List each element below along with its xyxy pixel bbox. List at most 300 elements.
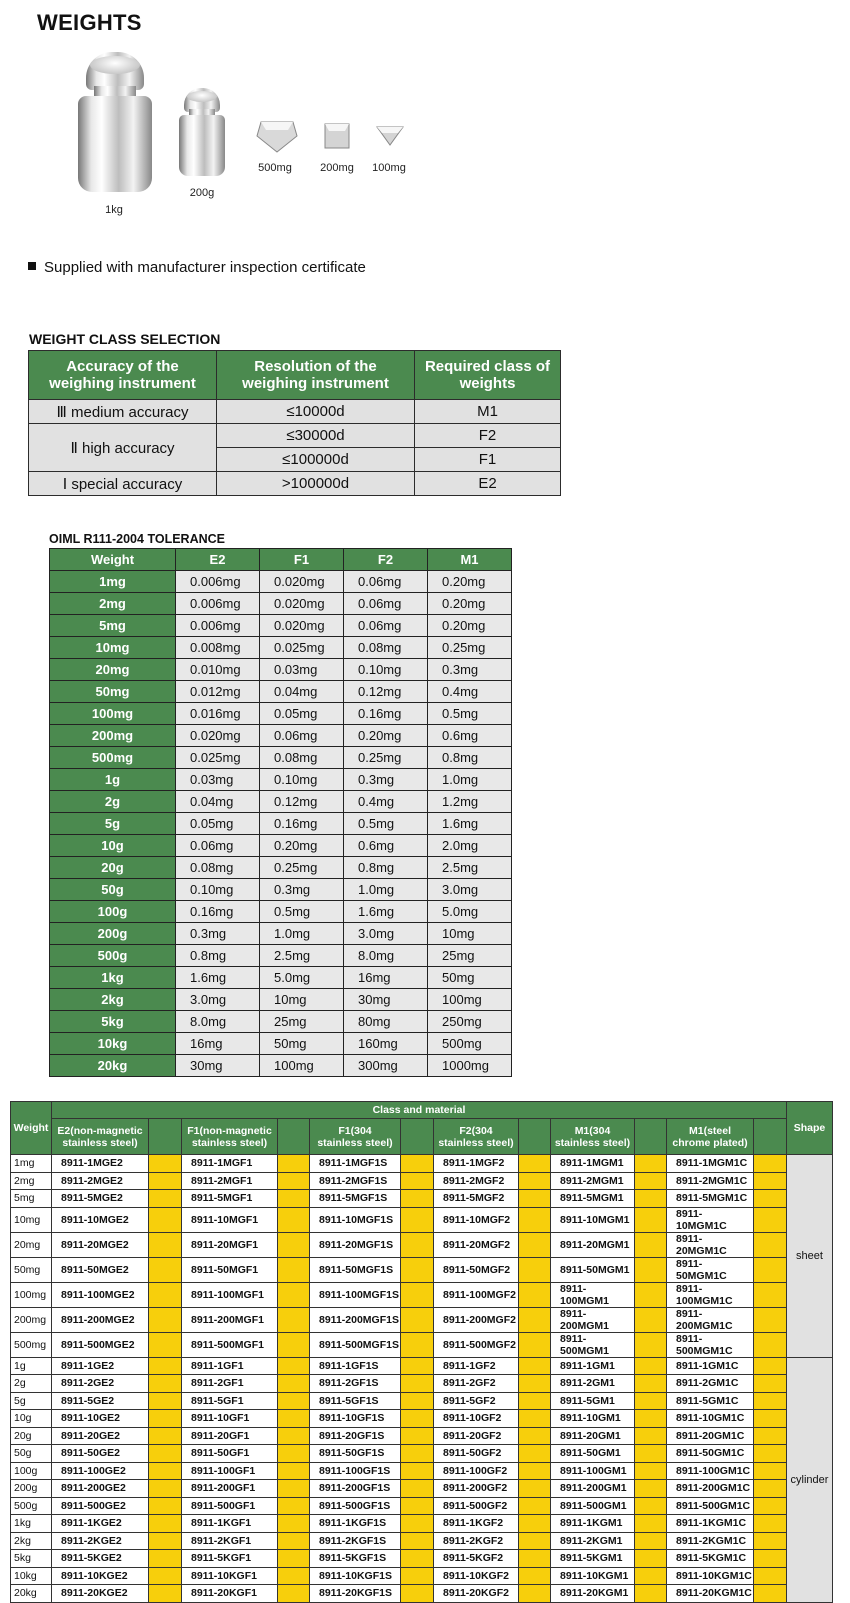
highlight-cell (754, 1190, 787, 1208)
highlight-cell (401, 1550, 434, 1568)
blank-header (149, 1119, 182, 1155)
weight-cell: 5mg (50, 615, 176, 637)
product-code-cell: 8911-200MGF1S (310, 1307, 401, 1332)
product-code-cell: 8911-20KGM1C (667, 1585, 754, 1603)
product-code-cell: 8911-500MGM1C (667, 1332, 754, 1357)
product-code-cell: 8911-5KGE2 (52, 1550, 149, 1568)
weight-cell: 2kg (11, 1532, 52, 1550)
weight-label: 500mg (258, 162, 292, 174)
highlight-cell (149, 1445, 182, 1463)
table-row (11, 1375, 833, 1393)
highlight-cell (754, 1585, 787, 1603)
product-code-cell: 8911-2KGF1S (310, 1532, 401, 1550)
accuracy-cell: Ⅱ high accuracy (29, 424, 217, 472)
product-code-cell: 8911-10KGF1 (182, 1567, 278, 1585)
highlight-cell (519, 1375, 551, 1393)
class-cell: F1 (415, 448, 561, 472)
highlight-cell (754, 1550, 787, 1568)
weight-cell: 1kg (50, 967, 176, 989)
product-code-cell: 8911-20GE2 (52, 1427, 149, 1445)
highlight-cell (278, 1567, 310, 1585)
highlight-cell (754, 1155, 787, 1173)
highlight-cell (278, 1480, 310, 1498)
highlight-cell (401, 1497, 434, 1515)
resolution-cell: ≤100000d (217, 448, 415, 472)
highlight-cell (401, 1515, 434, 1533)
highlight-cell (635, 1427, 667, 1445)
weight-1kg-image (78, 52, 152, 192)
table-row (11, 1257, 833, 1282)
highlight-cell (149, 1515, 182, 1533)
highlight-cell (401, 1155, 434, 1173)
product-code-cell: 8911-2MGF2 (434, 1172, 519, 1190)
tolerance-cell: 30mg (176, 1055, 260, 1077)
highlight-cell (635, 1532, 667, 1550)
bullet-square-icon (28, 262, 36, 270)
weight-cell: 5g (11, 1392, 52, 1410)
tolerance-cell: 0.5mg (344, 813, 428, 835)
column-header: Resolution of the weighing instrument (217, 351, 415, 400)
product-code-cell: 8911-200MGM1 (551, 1307, 635, 1332)
highlight-cell (754, 1375, 787, 1393)
column-header: Required class of weights (415, 351, 561, 400)
tolerance-cell: 0.16mg (176, 901, 260, 923)
catalog-table (10, 1101, 833, 1603)
highlight-cell (278, 1155, 310, 1173)
class-header-line: stainless steel) (438, 1136, 514, 1149)
weight-cell: 2kg (50, 989, 176, 1011)
highlight-cell (149, 1232, 182, 1257)
table-row (50, 923, 512, 945)
class-selection-table (28, 350, 561, 496)
highlight-cell (519, 1332, 551, 1357)
certificate-note: Supplied with manufacturer inspection certificate (28, 259, 366, 276)
tolerance-cell: 0.020mg (260, 593, 344, 615)
table-row (11, 1550, 833, 1568)
highlight-cell (278, 1357, 310, 1375)
class-header-line: F1(304 (338, 1124, 372, 1137)
tolerance-cell: 0.08mg (344, 637, 428, 659)
product-code-cell: 8911-20GM1 (551, 1427, 635, 1445)
tolerance-cell: 0.6mg (344, 835, 428, 857)
column-header: Weight (50, 549, 176, 571)
highlight-cell (519, 1532, 551, 1550)
column-header: Accuracy of the weighing instrument (29, 351, 217, 400)
tolerance-cell: 3.0mg (176, 989, 260, 1011)
table-row (29, 424, 561, 448)
class-header (52, 1119, 149, 1155)
tolerance-cell: 0.05mg (176, 813, 260, 835)
highlight-cell (401, 1462, 434, 1480)
tolerance-cell: 50mg (260, 1033, 344, 1055)
weight-cell: 50g (50, 879, 176, 901)
class-header-line: M1(304 (574, 1124, 611, 1137)
product-code-cell: 8911-10MGF1S (310, 1207, 401, 1232)
product-code-cell: 8911-10KGF2 (434, 1567, 519, 1585)
product-code-cell: 8911-1KGM1C (667, 1515, 754, 1533)
product-code-cell: 8911-2GE2 (52, 1375, 149, 1393)
table-row (11, 1332, 833, 1357)
product-code-cell: 8911-20GM1C (667, 1427, 754, 1445)
product-code-cell: 8911-500MGF2 (434, 1332, 519, 1357)
class-material-header: Class and material (52, 1102, 787, 1119)
product-code-cell: 8911-20GF2 (434, 1427, 519, 1445)
product-code-cell: 8911-500MGE2 (52, 1332, 149, 1357)
table-row (11, 1307, 833, 1332)
product-code-cell: 8911-10MGE2 (52, 1207, 149, 1232)
product-code-cell: 8911-20MGE2 (52, 1232, 149, 1257)
highlight-cell (401, 1480, 434, 1498)
highlight-cell (754, 1480, 787, 1498)
table-row (11, 1585, 833, 1603)
tolerance-cell: 0.25mg (260, 857, 344, 879)
class-header (434, 1119, 519, 1155)
class-header (667, 1119, 754, 1155)
highlight-cell (149, 1172, 182, 1190)
product-code-cell: 8911-50GE2 (52, 1445, 149, 1463)
highlight-cell (635, 1257, 667, 1282)
table-row (50, 857, 512, 879)
highlight-cell (149, 1190, 182, 1208)
highlight-cell (754, 1515, 787, 1533)
weight-cell: 20g (11, 1427, 52, 1445)
product-code-cell: 8911-10MGM1 (551, 1207, 635, 1232)
product-code-cell: 8911-200GM1 (551, 1480, 635, 1498)
tolerance-cell: 0.020mg (260, 615, 344, 637)
tolerance-cell: 0.025mg (260, 637, 344, 659)
product-code-cell: 8911-2GF1S (310, 1375, 401, 1393)
weight-cell: 200g (11, 1480, 52, 1498)
product-code-cell: 8911-50GF2 (434, 1445, 519, 1463)
highlight-cell (635, 1357, 667, 1375)
highlight-cell (519, 1515, 551, 1533)
highlight-cell (149, 1307, 182, 1332)
highlight-cell (149, 1462, 182, 1480)
product-code-cell: 8911-10GM1 (551, 1410, 635, 1428)
highlight-cell (149, 1585, 182, 1603)
product-code-cell: 8911-2KGF2 (434, 1532, 519, 1550)
weight-cell: 10mg (11, 1207, 52, 1232)
highlight-cell (401, 1207, 434, 1232)
highlight-cell (278, 1257, 310, 1282)
tolerance-cell: 0.06mg (344, 593, 428, 615)
product-code-cell: 8911-1GF2 (434, 1357, 519, 1375)
highlight-cell (278, 1550, 310, 1568)
tolerance-cell: 1.6mg (176, 967, 260, 989)
weight-200g-image (179, 88, 225, 176)
blank-header (401, 1119, 434, 1155)
shape-column-header: Shape (787, 1102, 833, 1155)
highlight-cell (278, 1497, 310, 1515)
weight-cell: 100mg (50, 703, 176, 725)
tolerance-cell: 0.006mg (176, 593, 260, 615)
highlight-cell (754, 1532, 787, 1550)
product-code-cell: 8911-500GF1 (182, 1497, 278, 1515)
weight-cell: 2g (11, 1375, 52, 1393)
product-code-cell: 8911-200GM1C (667, 1480, 754, 1498)
product-code-cell: 8911-50MGF1S (310, 1257, 401, 1282)
product-code-cell: 8911-500GF1S (310, 1497, 401, 1515)
blank-header (519, 1119, 551, 1155)
product-code-cell: 8911-5MGF2 (434, 1190, 519, 1208)
highlight-cell (278, 1190, 310, 1208)
product-code-cell: 8911-5GF1S (310, 1392, 401, 1410)
tolerance-cell: 0.12mg (344, 681, 428, 703)
tolerance-cell: 8.0mg (344, 945, 428, 967)
highlight-cell (754, 1207, 787, 1232)
table-row (11, 1532, 833, 1550)
table-row (11, 1410, 833, 1428)
product-code-cell: 8911-10GF2 (434, 1410, 519, 1428)
highlight-cell (635, 1190, 667, 1208)
table-row (11, 1427, 833, 1445)
product-code-cell: 8911-20MGM1C (667, 1232, 754, 1257)
tolerance-cell: 0.3mg (260, 879, 344, 901)
class-header-line: stainless steel) (317, 1136, 393, 1149)
product-code-cell: 8911-10MGF1 (182, 1207, 278, 1232)
resolution-cell: >100000d (217, 472, 415, 496)
product-code-cell: 8911-10MGF2 (434, 1207, 519, 1232)
highlight-cell (519, 1497, 551, 1515)
weight-cell: 5g (50, 813, 176, 835)
highlight-cell (149, 1532, 182, 1550)
highlight-cell (754, 1357, 787, 1375)
product-code-cell: 8911-200MGF2 (434, 1307, 519, 1332)
product-code-cell: 8911-10KGE2 (52, 1567, 149, 1585)
highlight-cell (519, 1232, 551, 1257)
highlight-cell (754, 1427, 787, 1445)
highlight-cell (149, 1410, 182, 1428)
highlight-cell (149, 1257, 182, 1282)
highlight-cell (635, 1207, 667, 1232)
weight-cell: 100mg (11, 1282, 52, 1307)
highlight-cell (149, 1332, 182, 1357)
highlight-cell (401, 1410, 434, 1428)
weight-cell: 1mg (50, 571, 176, 593)
product-code-cell: 8911-200GF1 (182, 1480, 278, 1498)
product-code-cell: 8911-2MGM1 (551, 1172, 635, 1190)
product-code-cell: 8911-20MGM1 (551, 1232, 635, 1257)
product-code-cell: 8911-200MGF1 (182, 1307, 278, 1332)
class-header (182, 1119, 278, 1155)
highlight-cell (635, 1445, 667, 1463)
product-code-cell: 8911-5KGF1 (182, 1550, 278, 1568)
weight-cell: 50mg (11, 1257, 52, 1282)
product-code-cell: 8911-10KGF1S (310, 1567, 401, 1585)
class-cell: E2 (415, 472, 561, 496)
highlight-cell (635, 1410, 667, 1428)
product-code-cell: 8911-5GM1C (667, 1392, 754, 1410)
product-code-cell: 8911-50MGF2 (434, 1257, 519, 1282)
product-code-cell: 8911-5MGM1 (551, 1190, 635, 1208)
highlight-cell (401, 1532, 434, 1550)
table-row (11, 1515, 833, 1533)
weight-cell: 10mg (50, 637, 176, 659)
tolerance-cell: 1.0mg (260, 923, 344, 945)
product-code-cell: 8911-1GF1S (310, 1357, 401, 1375)
tolerance-cell: 1.6mg (428, 813, 512, 835)
table-row (50, 769, 512, 791)
tolerance-cell: 300mg (344, 1055, 428, 1077)
tolerance-cell: 16mg (344, 967, 428, 989)
product-code-cell: 8911-20GF1 (182, 1427, 278, 1445)
tolerance-cell: 25mg (428, 945, 512, 967)
highlight-cell (278, 1172, 310, 1190)
weight-cell: 5kg (50, 1011, 176, 1033)
table-row (50, 901, 512, 923)
tolerance-cell: 0.5mg (260, 901, 344, 923)
product-code-cell: 8911-50GM1C (667, 1445, 754, 1463)
column-header: F1 (260, 549, 344, 571)
highlight-cell (635, 1282, 667, 1307)
weight-cell: 2g (50, 791, 176, 813)
product-code-cell: 8911-100GM1 (551, 1462, 635, 1480)
weight-cell: 2mg (50, 593, 176, 615)
table-row (50, 989, 512, 1011)
tolerance-cell: 0.20mg (260, 835, 344, 857)
product-code-cell: 8911-2MGE2 (52, 1172, 149, 1190)
tolerance-cell: 25mg (260, 1011, 344, 1033)
table-row (50, 813, 512, 835)
weight-cell: 20kg (11, 1585, 52, 1603)
product-code-cell: 8911-10KGM1C (667, 1567, 754, 1585)
highlight-cell (635, 1232, 667, 1257)
tolerance-cell: 0.08mg (176, 857, 260, 879)
highlight-cell (401, 1190, 434, 1208)
class-cell: M1 (415, 400, 561, 424)
product-code-cell: 8911-2GM1C (667, 1375, 754, 1393)
table-row (11, 1172, 833, 1190)
highlight-cell (278, 1375, 310, 1393)
highlight-cell (149, 1207, 182, 1232)
highlight-cell (278, 1515, 310, 1533)
class-header-line: M1(steel (688, 1124, 731, 1137)
class-selection-heading: WEIGHT CLASS SELECTION (29, 331, 221, 347)
table-row (50, 593, 512, 615)
product-code-cell: 8911-100GF2 (434, 1462, 519, 1480)
product-code-cell: 8911-1MGF1S (310, 1155, 401, 1173)
weight-cell: 10kg (50, 1033, 176, 1055)
tolerance-cell: 0.012mg (176, 681, 260, 703)
highlight-cell (519, 1445, 551, 1463)
product-code-cell: 8911-500MGF1 (182, 1332, 278, 1357)
product-code-cell: 8911-5MGF1 (182, 1190, 278, 1208)
tolerance-cell: 0.020mg (176, 725, 260, 747)
table-row (50, 747, 512, 769)
product-code-cell: 8911-100GF1 (182, 1462, 278, 1480)
table-row (50, 703, 512, 725)
tolerance-cell: 0.06mg (344, 615, 428, 637)
tolerance-cell: 0.008mg (176, 637, 260, 659)
product-code-cell: 8911-1KGE2 (52, 1515, 149, 1533)
highlight-cell (754, 1307, 787, 1332)
tolerance-cell: 0.4mg (344, 791, 428, 813)
highlight-cell (635, 1585, 667, 1603)
product-code-cell: 8911-20MGF2 (434, 1232, 519, 1257)
product-code-cell: 8911-20GF1S (310, 1427, 401, 1445)
tolerance-cell: 0.04mg (260, 681, 344, 703)
product-code-cell: 8911-50MGF1 (182, 1257, 278, 1282)
highlight-cell (278, 1332, 310, 1357)
tolerance-cell: 0.10mg (260, 769, 344, 791)
highlight-cell (754, 1282, 787, 1307)
highlight-cell (401, 1232, 434, 1257)
class-cell: F2 (415, 424, 561, 448)
highlight-cell (401, 1307, 434, 1332)
column-header: E2 (176, 549, 260, 571)
product-code-cell: 8911-2KGM1C (667, 1532, 754, 1550)
highlight-cell (754, 1172, 787, 1190)
product-code-cell: 8911-500GM1C (667, 1497, 754, 1515)
resolution-cell: ≤10000d (217, 400, 415, 424)
highlight-cell (278, 1427, 310, 1445)
tolerance-cell: 1.0mg (428, 769, 512, 791)
table-row (50, 1055, 512, 1077)
tolerance-table (49, 548, 512, 1077)
product-code-cell: 8911-10GF1 (182, 1410, 278, 1428)
table-row (50, 725, 512, 747)
tolerance-cell: 0.016mg (176, 703, 260, 725)
product-code-cell: 8911-5KGF2 (434, 1550, 519, 1568)
tolerance-cell: 0.16mg (260, 813, 344, 835)
highlight-cell (278, 1445, 310, 1463)
product-code-cell: 8911-20KGM1 (551, 1585, 635, 1603)
highlight-cell (149, 1480, 182, 1498)
table-row (29, 472, 561, 496)
product-code-cell: 8911-1KGF1S (310, 1515, 401, 1533)
tolerance-cell: 1000mg (428, 1055, 512, 1077)
tolerance-cell: 0.06mg (344, 571, 428, 593)
tolerance-cell: 0.06mg (176, 835, 260, 857)
tolerance-cell: 0.20mg (344, 725, 428, 747)
product-code-cell: 8911-20KGF2 (434, 1585, 519, 1603)
weight-cell: 20kg (50, 1055, 176, 1077)
product-code-cell: 8911-2MGM1C (667, 1172, 754, 1190)
tolerance-cell: 0.5mg (428, 703, 512, 725)
page-title: WEIGHTS (37, 10, 142, 35)
tolerance-cell: 2.0mg (428, 835, 512, 857)
tolerance-cell: 0.25mg (428, 637, 512, 659)
product-code-cell: 8911-200MGM1C (667, 1307, 754, 1332)
product-code-cell: 8911-10KGM1 (551, 1567, 635, 1585)
table-row (50, 791, 512, 813)
product-code-cell: 8911-1GE2 (52, 1357, 149, 1375)
highlight-cell (278, 1232, 310, 1257)
highlight-cell (149, 1155, 182, 1173)
table-row (50, 681, 512, 703)
product-code-cell: 8911-100MGF2 (434, 1282, 519, 1307)
tolerance-cell: 0.3mg (344, 769, 428, 791)
tolerance-cell: 0.10mg (176, 879, 260, 901)
tolerance-cell: 0.006mg (176, 615, 260, 637)
product-code-cell: 8911-20MGF1 (182, 1232, 278, 1257)
tolerance-cell: 0.06mg (260, 725, 344, 747)
highlight-cell (149, 1357, 182, 1375)
product-code-cell: 8911-100MGM1C (667, 1282, 754, 1307)
highlight-cell (635, 1480, 667, 1498)
tolerance-cell: 0.20mg (428, 615, 512, 637)
table-row (50, 1011, 512, 1033)
weight-cell: 50g (11, 1445, 52, 1463)
product-code-cell: 8911-2KGE2 (52, 1532, 149, 1550)
weight-label: 200g (189, 187, 215, 199)
highlight-cell (401, 1172, 434, 1190)
tolerance-cell: 3.0mg (344, 923, 428, 945)
highlight-cell (635, 1550, 667, 1568)
tolerance-cell: 0.10mg (344, 659, 428, 681)
highlight-cell (401, 1585, 434, 1603)
table-row (11, 1462, 833, 1480)
